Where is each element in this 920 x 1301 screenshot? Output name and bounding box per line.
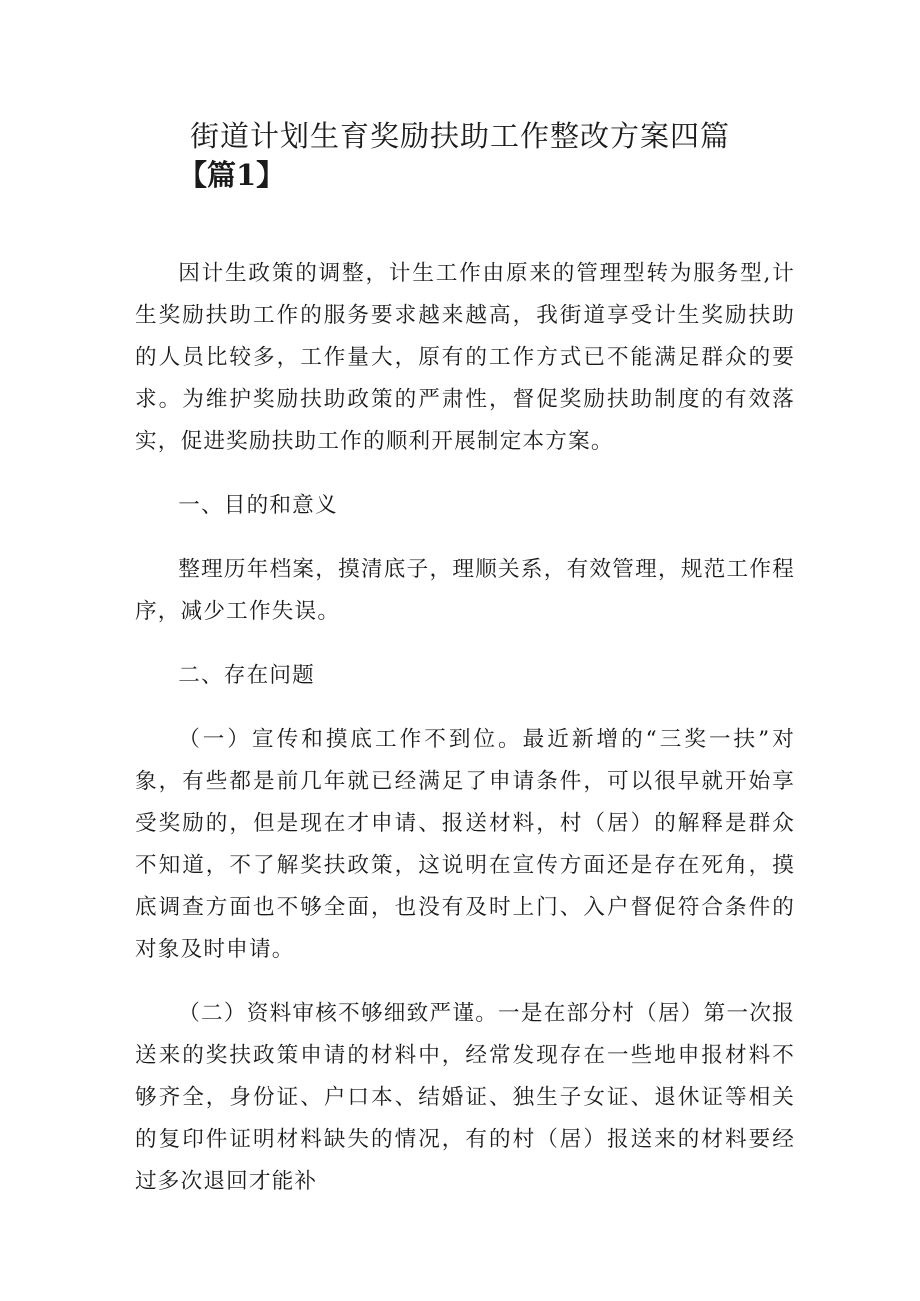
heading-purpose: 一、目的和意义 bbox=[178, 493, 338, 518]
problem-paragraph-2: （二）资料审核不够细致严谨。一是在部分村（居）第一次报送来的奖扶政策申请的材料中，经常发现存在一些地申报材料不够齐全，身份证、户口本、结婚证、独生子女证、退休证等相关的复印件证明材料缺失的情况，有的村（居）报送来的材料要经过多次退回才能补 bbox=[135, 1001, 795, 1194]
heading-problems: 二、存在问题 bbox=[178, 663, 315, 688]
purpose-paragraph: 整理历年档案，摸清底子，理顺关系，有效管理，规范工作程序，减少工作失误。 bbox=[135, 557, 795, 624]
document-title: 街道计划生育奖励扶助工作整改方案四篇 bbox=[189, 119, 730, 153]
problem-paragraph-1: （一）宣传和摸底工作不到位。最近新增的“三奖一扶”对象，有些都是前几年就已经满足了申请条件，可以很早就开始享受奖励的，但是现在才申请、报送材料，村（居）的解释是群众不知道，不了解奖扶政策，这说明在宣传方面还是存在死角，摸底调查方面也不够全面，也没有及时上门、入户督促符合条件的对象及时申请。 bbox=[135, 727, 795, 962]
document-body bbox=[135, 253, 795, 1225]
section-label: 【篇1】 bbox=[178, 158, 286, 192]
intro-paragraph: 因计生政策的调整，计生工作由原来的管理型转为服务型,计生奖励扶助工作的服务要求越来越高，我街道享受计生奖励扶助的人员比较多，工作量大，原有的工作方式已不能满足群众的要求。为维护奖励扶助政策的严肃性，督促奖励扶助制度的有效落实，促进奖励扶助工作的顺利开展制定本方案。 bbox=[135, 261, 795, 454]
